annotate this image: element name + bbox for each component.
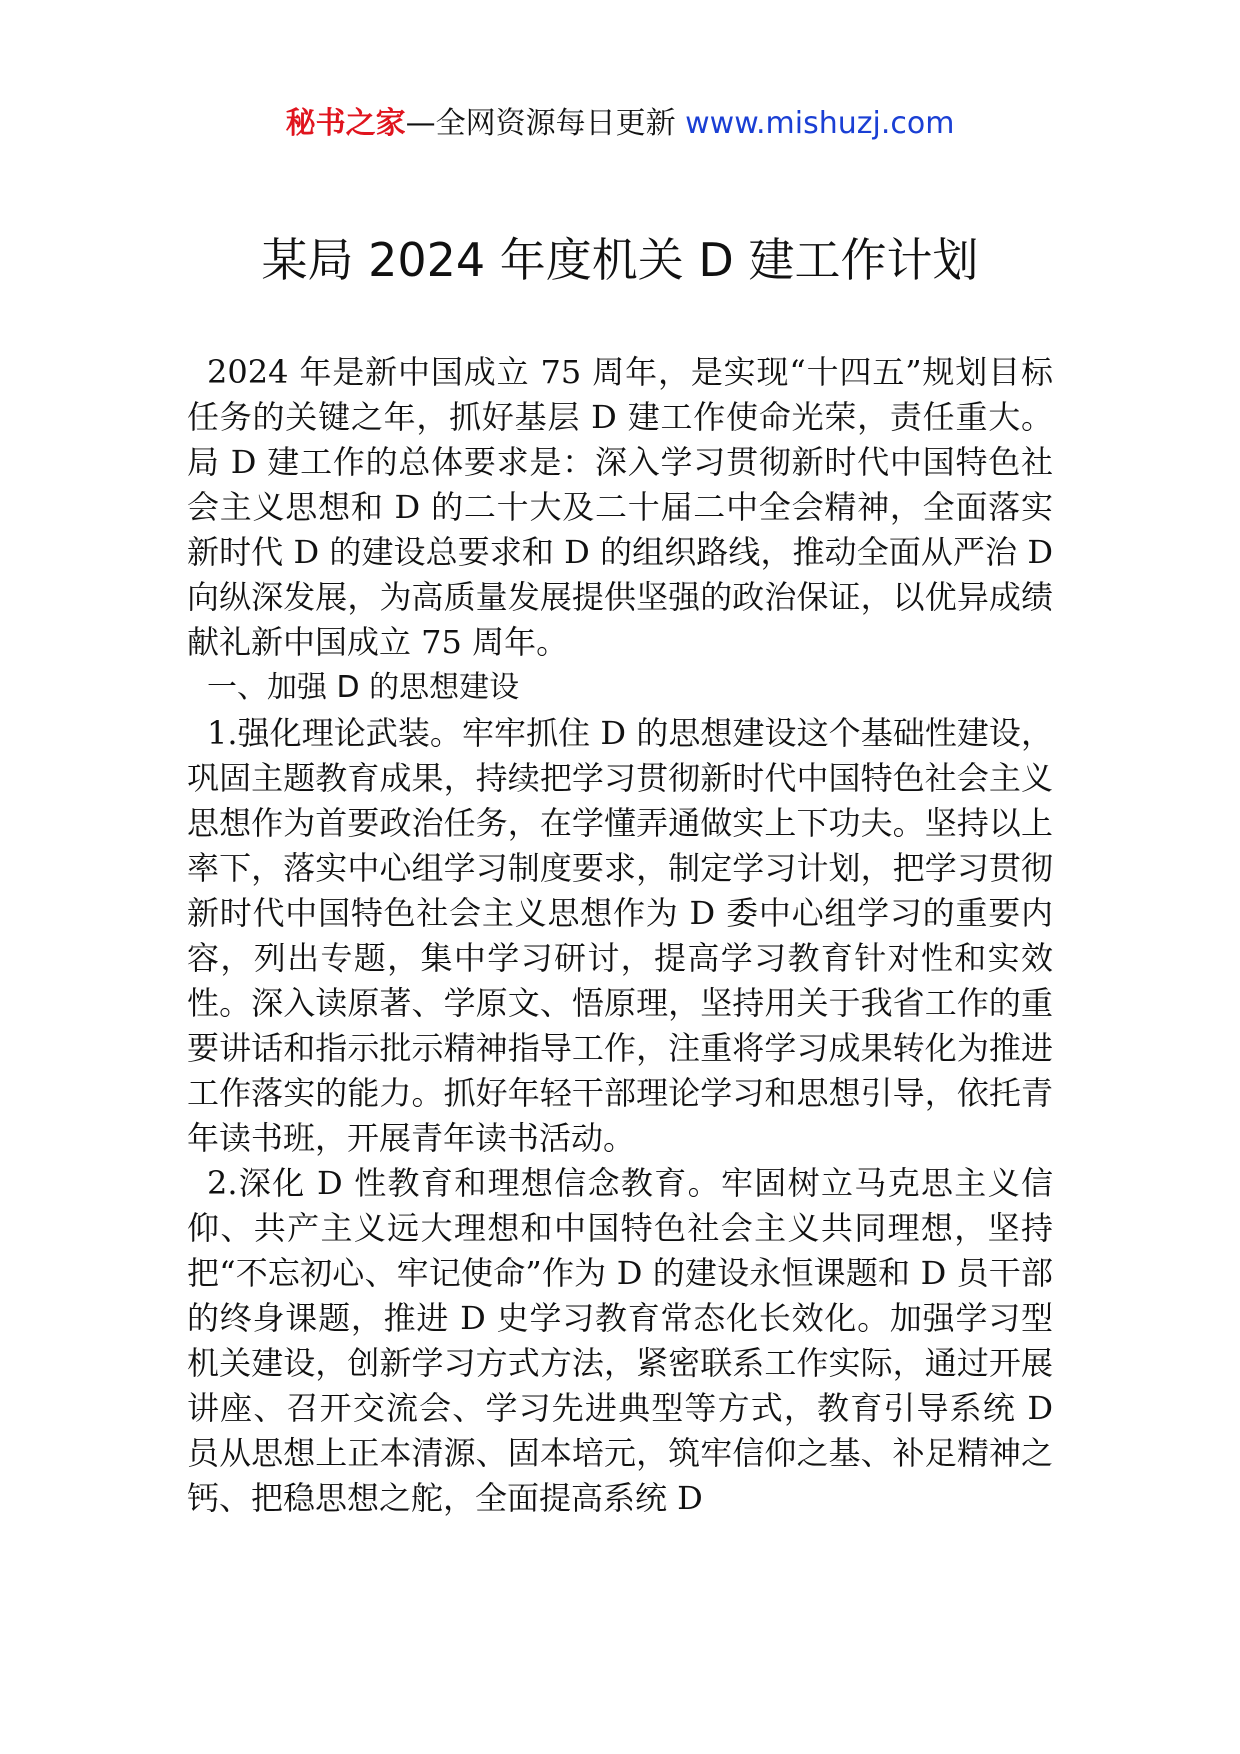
section-heading: 一、加强 D 的思想建设 [207, 670, 520, 705]
document-title: 某局 2024 年度机关 D 建工作计划 [261, 233, 979, 287]
site-brand: 秘书之家 [285, 106, 406, 141]
document-body [187, 350, 1053, 1521]
site-header [0, 98, 1240, 150]
item-paragraph-1: 1.强化理论武装。牢牢抓住 D 的思想建设这个基础性建设，巩固主题教育成果，持续把学习贯彻新时代中国特色社会主义思想作为首要政治任务，在学懂弄通做实上下功夫。坚持以上率下，落实中心组学习制度要求，制定学习计划，把学习贯彻新时代中国特色社会主义思想作为 D 委中心组学习的重要内容，列出专题，集中学习研讨，提高学习教育针对性和实效性。深入读原著、学原文、悟原理，坚持用关于我省工作的重要讲话和指示批示精神指导工作，注重将学习成果转化为推进工作落实的能力。抓好年轻干部理论学习和思想引导，依托青年读书班，开展青年读书活动。 [187, 714, 1053, 1157]
intro-paragraph: 2024 年是新中国成立 75 周年，是实现“十四五”规划目标任务的关键之年，抓好基层 D 建工作使命光荣，责任重大。局 D 建工作的总体要求是：深入学习贯彻新时代中国特色社会主义思想和 D 的二十大及二十届二中全会精神，全面落实新时代 D 的建设总要求和 D 的组织路线，推动全面从严治 D 向纵深发展，为高质量发展提供坚强的政治保证，以优异成绩献礼新中国成立 75 周年。 [187, 353, 1053, 661]
site-url-link[interactable]: www.mishuzj.com [685, 106, 955, 141]
item-paragraph-2: 2.深化 D 性教育和理想信念教育。牢固树立马克思主义信仰、共产主义远大理想和中国特色社会主义共同理想，坚持把“不忘初心、牢记使命”作为 D 的建设永恒课题和 D 员干部的终身课题，推进 D 史学习教育常态化长效化。加强学习型机关建设，创新学习方式方法，紧密联系工作实际，通过开展讲座、召开交流会、学习先进典型等方式，教育引导系统 D 员从思想上正本清源、固本培元，筑牢信仰之基、补足精神之钙、把稳思想之舵，全面提高系统 D [187, 1164, 1053, 1517]
site-slogan: —全网资源每日更新 [405, 106, 686, 141]
